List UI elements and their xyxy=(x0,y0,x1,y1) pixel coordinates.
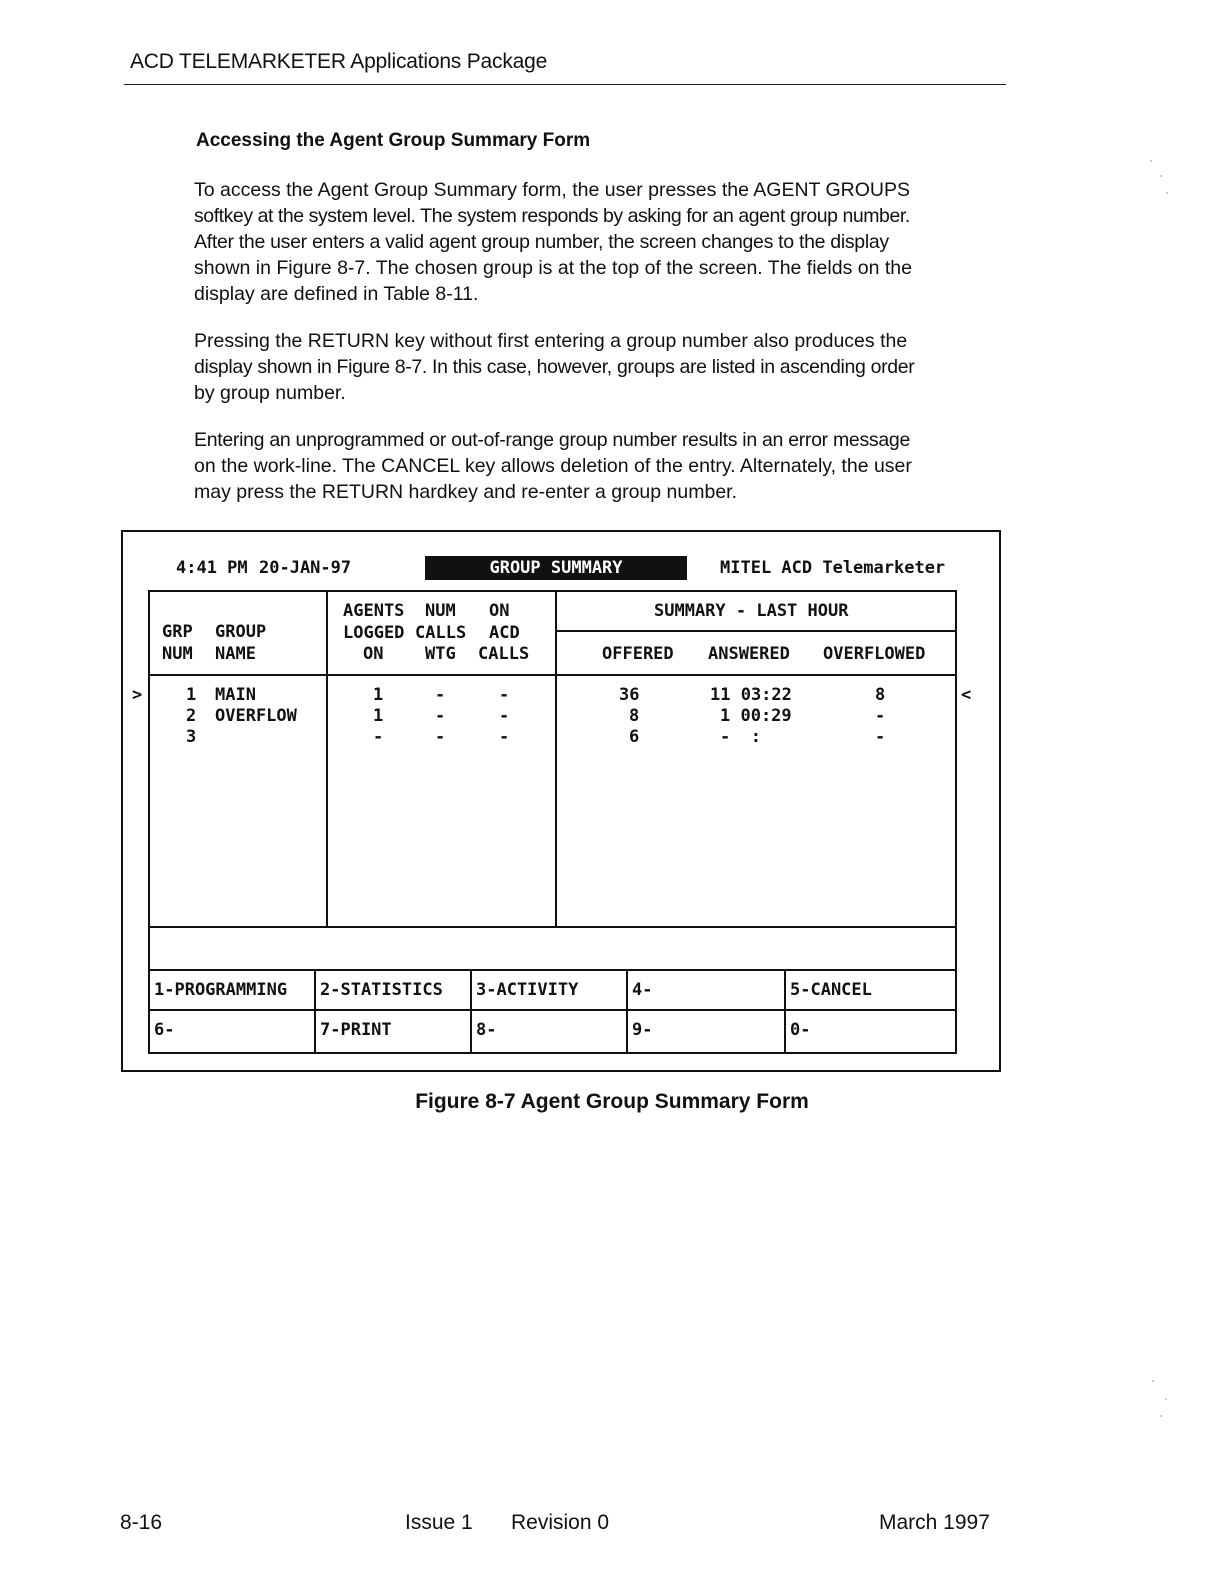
col-header-group: GROUP xyxy=(215,622,267,642)
softkey-7-print[interactable]: 7-PRINT xyxy=(314,1009,472,1054)
paragraph-line: shown in Figure 8-7. The chosen group is at the top of the screen. The fields on the xyxy=(194,257,912,279)
col-header-overflowed: OVERFLOWED xyxy=(823,644,926,664)
softkey-2-statistics[interactable]: 2-STATISTICS xyxy=(314,969,472,1011)
figure-caption: Figure 8-7 Agent Group Summary Form xyxy=(415,1090,809,1113)
softkey-4[interactable]: 4- xyxy=(626,969,786,1011)
group-summary-screen xyxy=(121,530,1001,1072)
row-pointer-left: > xyxy=(132,685,143,705)
on-acd-calls: - xyxy=(499,727,510,747)
group-num: 1 xyxy=(186,685,197,705)
work-line[interactable] xyxy=(148,926,957,971)
system-name: MITEL ACD Telemarketer xyxy=(720,558,946,578)
row-pointer-right: < xyxy=(961,685,972,705)
softkey-9[interactable]: 9- xyxy=(626,1009,786,1054)
on-acd-calls: - xyxy=(499,706,510,726)
screen-banner: GROUP SUMMARY xyxy=(425,556,687,580)
col-header-name: NAME xyxy=(215,644,256,664)
col-header-on-acd: ON xyxy=(489,601,510,621)
col-header-agents: AGENTS xyxy=(343,601,405,621)
answered: 11 03:22 xyxy=(710,685,792,705)
softkey-3-activity[interactable]: 3-ACTIVITY xyxy=(470,969,628,1011)
scan-speck xyxy=(1150,160,1152,162)
calls-waiting: - xyxy=(435,706,446,726)
paragraph-line: softkey at the system level. The system responds by asking for an agent group number. xyxy=(194,205,910,227)
col-header-acd: ACD xyxy=(489,623,520,643)
offered: 6 xyxy=(629,727,640,747)
overflowed: - xyxy=(875,727,886,747)
overflowed: - xyxy=(875,706,886,726)
paragraph-line: may press the RETURN hardkey and re-enter a group number. xyxy=(194,481,738,503)
paragraph-line: Entering an unprogrammed or out-of-range group number results in an error message xyxy=(194,429,911,451)
offered: 36 xyxy=(619,685,640,705)
on-acd-calls: - xyxy=(499,685,510,705)
softkey-0[interactable]: 0- xyxy=(784,1009,957,1054)
group-num: 2 xyxy=(186,706,197,726)
page-number: 8-16 xyxy=(120,1511,163,1534)
paragraph-3 xyxy=(194,427,1006,505)
col-header-offered: OFFERED xyxy=(602,644,674,664)
footer-revision: Revision 0 xyxy=(511,1511,610,1534)
paragraph-line: display shown in Figure 8-7. In this case, however, groups are listed in ascending order xyxy=(194,356,915,378)
paragraph-line: display are defined in Table 8-11. xyxy=(194,283,479,305)
answered: - : xyxy=(720,727,761,747)
column-divider xyxy=(555,590,557,928)
agents-logged-on: - xyxy=(373,727,384,747)
softkey-8[interactable]: 8- xyxy=(470,1009,628,1054)
scan-speck xyxy=(1152,1380,1154,1382)
col-header-calls: CALLS xyxy=(415,623,467,643)
scan-speck xyxy=(1160,1415,1162,1417)
group-name: MAIN xyxy=(215,685,256,705)
calls-waiting: - xyxy=(435,727,446,747)
overflowed: 8 xyxy=(875,685,886,705)
group-num: 3 xyxy=(186,727,197,747)
header-divider xyxy=(148,674,957,676)
paragraph-line: After the user enters a valid agent group number, the screen changes to the display xyxy=(194,231,889,253)
paragraph-line: Pressing the RETURN key without first entering a group number also produces the xyxy=(194,330,908,352)
col-header-wtg: WTG xyxy=(425,644,456,664)
softkey-6[interactable]: 6- xyxy=(148,1009,316,1054)
summary-table xyxy=(148,590,957,928)
agents-logged-on: 1 xyxy=(373,706,384,726)
col-header-num-calls: NUM xyxy=(425,601,456,621)
paragraph-2 xyxy=(194,328,1006,406)
screen-date: 20-JAN-97 xyxy=(259,558,352,578)
paragraph-line: by group number. xyxy=(194,382,346,404)
screen-time: 4:41 PM xyxy=(176,558,248,578)
agents-logged-on: 1 xyxy=(373,685,384,705)
paragraph-line: To access the Agent Group Summary form, the user presses the AGENT GROUPS xyxy=(194,179,911,201)
softkey-5-cancel[interactable]: 5-CANCEL xyxy=(784,969,957,1011)
col-header-acd-calls: CALLS xyxy=(478,644,530,664)
footer-date: March 1997 xyxy=(879,1511,990,1534)
paragraph-line: on the work-line. The CANCEL key allows deletion of the entry. Alternately, the user xyxy=(194,455,912,477)
section-title: Accessing the Agent Group Summary Form xyxy=(196,130,591,151)
group-name: OVERFLOW xyxy=(215,706,297,726)
summary-divider xyxy=(555,630,957,632)
col-header-logged: LOGGED xyxy=(343,623,405,643)
answered: 1 00:29 xyxy=(720,706,792,726)
softkey-1-programming[interactable]: 1-PROGRAMMING xyxy=(148,969,316,1011)
summary-title: SUMMARY - LAST HOUR xyxy=(654,601,849,621)
col-header-grp: GRP xyxy=(162,622,193,642)
scan-speck xyxy=(1166,192,1168,194)
offered: 8 xyxy=(629,706,640,726)
col-header-on: ON xyxy=(363,644,384,664)
column-divider xyxy=(326,590,328,928)
footer-issue: Issue 1 xyxy=(405,1511,473,1534)
paragraph-1 xyxy=(194,177,1006,307)
scan-speck xyxy=(1165,1398,1167,1400)
calls-waiting: - xyxy=(435,685,446,705)
header-rule xyxy=(124,84,1006,85)
col-header-num: NUM xyxy=(162,644,193,664)
running-header: ACD TELEMARKETER Applications Package xyxy=(130,50,548,73)
col-header-answered: ANSWERED xyxy=(708,644,790,664)
scan-speck xyxy=(1160,175,1162,177)
